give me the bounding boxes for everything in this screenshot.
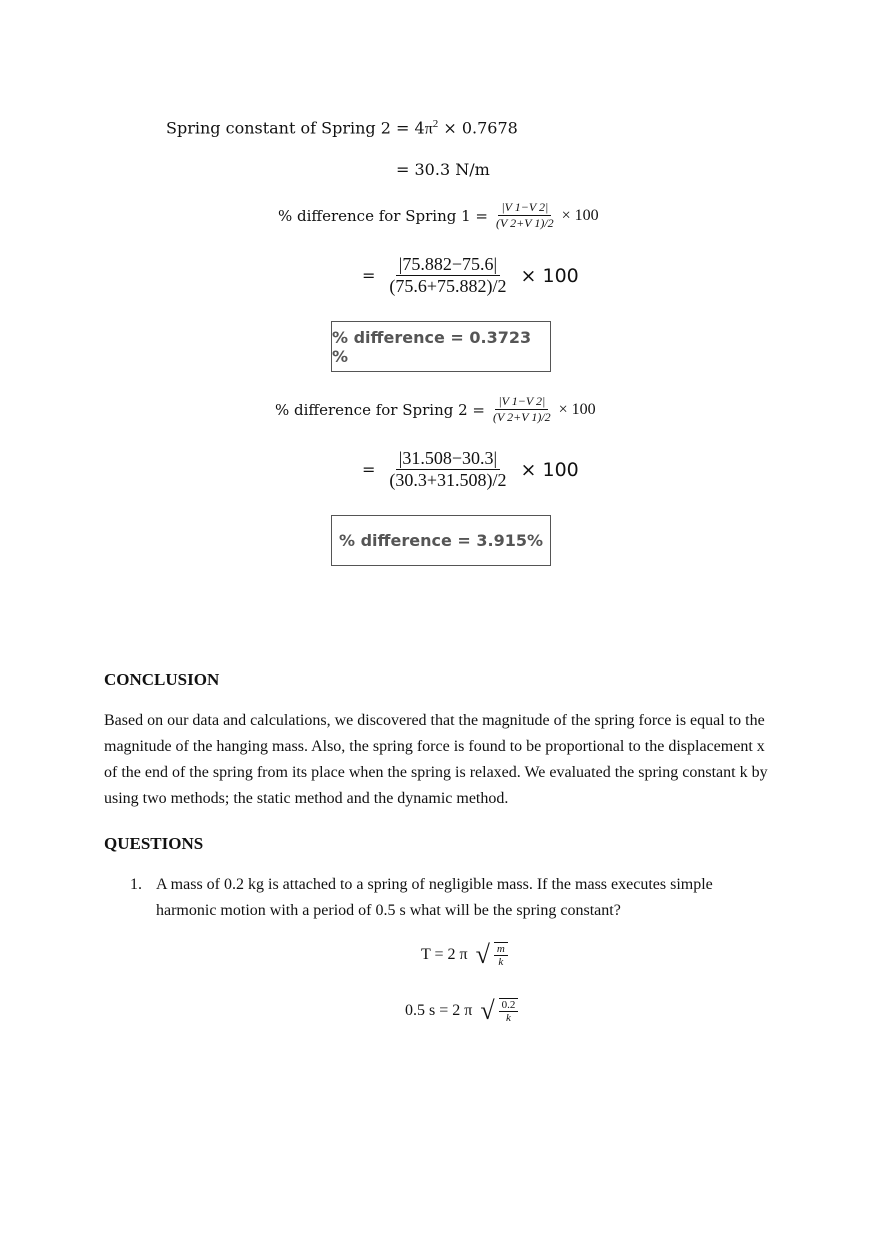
denominator: (V 2+V 1)/2: [496, 216, 554, 230]
times-100: × 100: [558, 400, 596, 418]
equals: =: [362, 460, 376, 479]
pd1-formula: [278, 200, 599, 231]
numerator: |31.508−30.3|: [396, 448, 500, 470]
question-item: [130, 872, 770, 924]
lhs: T = 2 π: [421, 946, 468, 963]
fraction: [389, 254, 506, 297]
numerator: 0.2: [499, 999, 519, 1012]
pd1-result-box: % difference = 0.3723 %: [331, 321, 551, 372]
times-100: × 100: [520, 458, 579, 481]
pd2-formula: [275, 394, 596, 425]
conclusion-heading: CONCLUSION: [104, 670, 220, 689]
period-substitution: [405, 996, 518, 1026]
numerator: |75.882−75.6|: [396, 254, 500, 276]
pd2-result-box: % difference = 3.915%: [331, 515, 551, 566]
numerator: |V 1−V 2|: [498, 200, 551, 216]
equals: =: [362, 266, 376, 285]
pd2-substitution: [362, 448, 579, 491]
denominator: (75.6+75.882)/2: [389, 276, 507, 296]
pi-symbol: π: [424, 120, 433, 138]
period-formula: [421, 940, 508, 970]
conclusion-text: Based on our data and calculations, we discovered that the magnitude of the spring force is equal to the magnitude of the hanging mass. Also, the spring force is found to be proportional to the displacement x of the end of the spring from its place when the spring is relaxed. We evaluated the spring constant k by using two methods; the static method and the dynamic method.: [104, 712, 768, 807]
denominator: k: [498, 956, 504, 968]
label: % difference for Spring 2 =: [275, 400, 485, 419]
label: % difference for Spring 1 =: [278, 206, 488, 225]
fraction: [499, 998, 519, 1024]
numerator: |V 1−V 2|: [495, 394, 548, 410]
pd1-substitution: [362, 254, 579, 297]
lhs: 0.5 s = 2 π: [405, 1002, 473, 1019]
exponent: 2: [432, 118, 439, 130]
question-text: A mass of 0.2 kg is attached to a spring of negligible mass. If the mass executes simple harmonic motion with a period of 0.5 s what will be the spring constant?: [156, 876, 713, 919]
fraction: [496, 200, 554, 231]
times-100: × 100: [520, 264, 579, 287]
spring2-constant-equation: [166, 118, 518, 138]
denominator: (30.3+31.508)/2: [389, 470, 507, 490]
numerator: m: [494, 943, 508, 956]
multiplier: × 0.7678: [443, 118, 518, 138]
spring2-constant-result: = 30.3 N/m: [396, 160, 490, 179]
sqrt-symbol: √: [480, 996, 495, 1025]
fraction: [389, 448, 506, 491]
denominator: k: [506, 1012, 511, 1024]
denominator: (V 2+V 1)/2: [493, 410, 551, 424]
times-100: × 100: [561, 206, 599, 224]
fraction: [493, 394, 551, 425]
label: Spring constant of Spring 2 = 4: [166, 118, 425, 138]
fraction: [494, 942, 508, 968]
question-number: 1.: [130, 876, 142, 893]
sqrt-symbol: √: [475, 940, 490, 969]
questions-heading: QUESTIONS: [104, 834, 204, 853]
